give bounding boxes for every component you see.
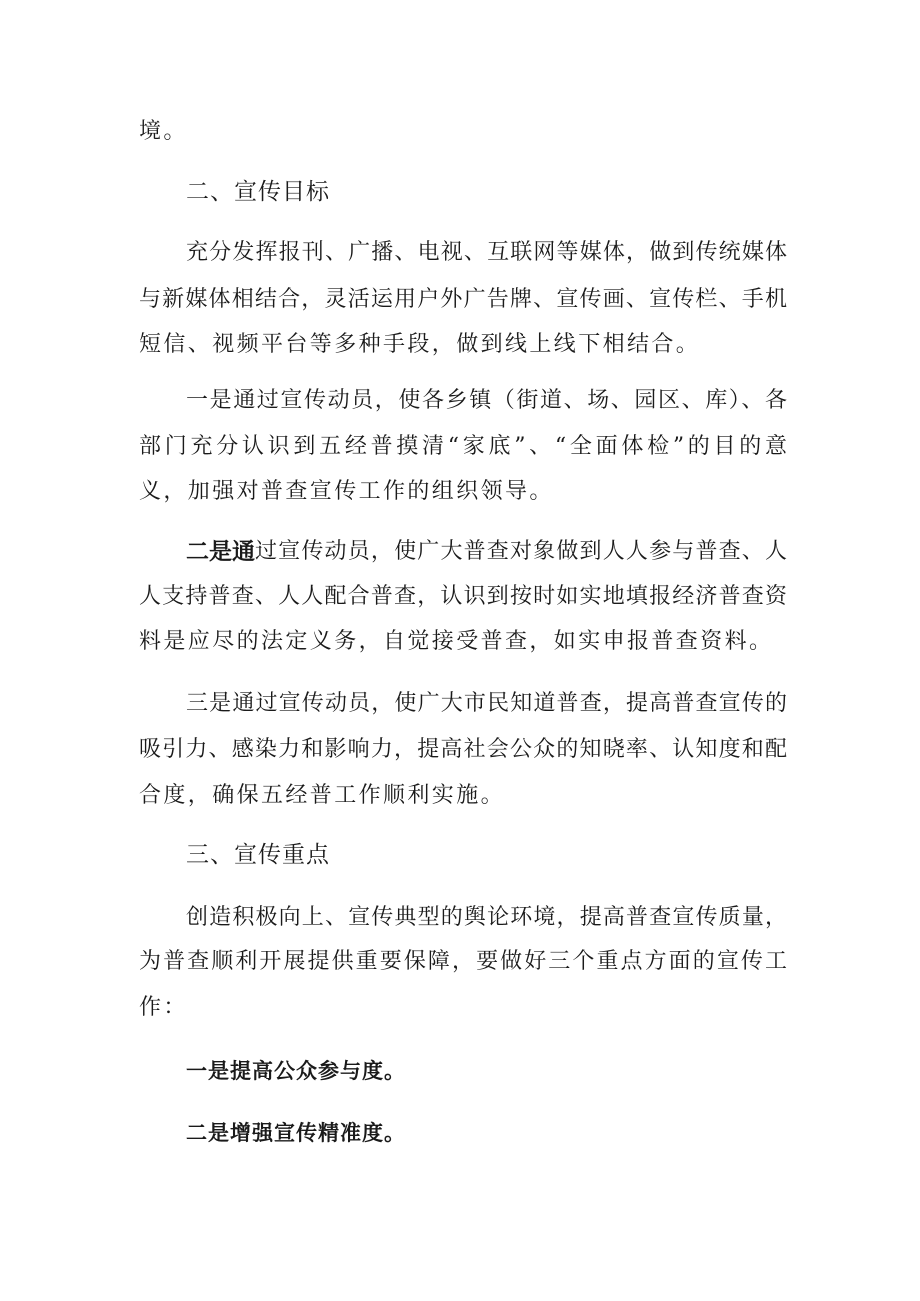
section-2-para-3-line-3: 料是应尽的法定义务，自觉接受普查，如实申报普查资料。 — [139, 629, 774, 654]
section-2-para-3-line-1 — [186, 537, 787, 567]
top-fragment: 境。 — [139, 119, 188, 144]
section-2-para-2-line-1: 一是通过宣传动员，使各乡镇（街道、场、园区、库）、各 — [186, 388, 787, 413]
section-3-para-1-line-3: 作： — [139, 995, 188, 1020]
para-3-line-1-rest: 过宣传动员，使广大普查对象做到人人参与普查、人 — [255, 539, 787, 564]
section-2-para-1-line-2: 与新媒体相结合，灵活运用户外广告牌、宣传画、宣传栏、手机 — [139, 287, 787, 312]
section-2-para-3-line-2: 人支持普查、人人配合普查，认识到按时如实地填报经济普查资 — [139, 584, 787, 609]
section-2-para-4-line-3: 合度，确保五经普工作顺利实施。 — [139, 783, 506, 808]
section-3-point-2: 二是增强宣传精准度。 — [186, 1121, 406, 1145]
section-3-para-1-line-1: 创造积极向上、宣传典型的舆论环境，提高普查宣传质量， — [186, 905, 787, 930]
section-2-para-1-line-3: 短信、视频平台等多种手段，做到线上线下相结合。 — [139, 332, 701, 357]
section-2-para-2-line-3: 义，加强对普查宣传工作的组织领导。 — [139, 479, 554, 504]
section-2-para-4-line-1: 三是通过宣传动员，使广大市民知道普查，提高普查宣传的 — [186, 691, 787, 716]
bold-lead-text: 二是通 — [186, 539, 255, 565]
section-3-point-1: 一是提高公众参与度。 — [186, 1059, 406, 1083]
section-2-para-1-line-1: 充分发挥报刊、广播、电视、互联网等媒体，做到传统媒体 — [186, 240, 787, 265]
section-2-heading: 二、宣传目标 — [186, 179, 330, 205]
section-3-para-1-line-2: 为普查顺利开展提供重要保障，要做好三个重点方面的宣传工 — [139, 949, 787, 974]
section-3-heading: 三、宣传重点 — [186, 842, 330, 868]
section-2-para-2-line-2: 部门充分认识到五经普摸清“家底”、“全面体检”的目的意 — [139, 434, 787, 459]
section-2-para-4-line-2: 吸引力、感染力和影响力，提高社会公众的知晓率、认知度和配 — [139, 737, 787, 762]
